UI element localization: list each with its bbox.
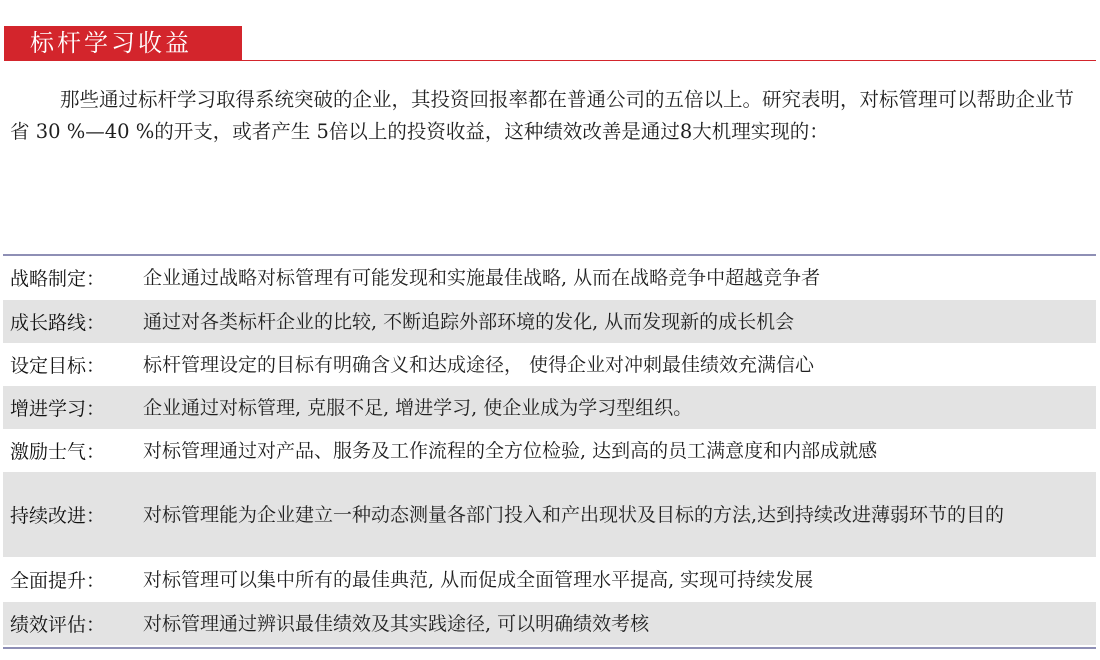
table-row: [3, 558, 1096, 602]
table-row: [3, 300, 1096, 344]
section-title-underline: [4, 60, 1096, 61]
row-description: 通过对各类标杆企业的比较, 不断追踪外部环境的发化, 从而发现新的成长机会: [143, 310, 795, 333]
row-term: 绩效评估：: [10, 614, 106, 636]
row-term: 成长路线：: [10, 312, 106, 334]
table-bottom-rule: [3, 647, 1096, 649]
row-description: 企业通过战略对标管理有可能发现和实施最佳战略, 从而在战略竞争中超越竞争者: [143, 266, 821, 289]
row-description: 对标管理可以集中所有的最佳典范, 从而促成全面管理水平提高, 实现可持续发展: [143, 568, 814, 591]
table-row: [3, 344, 1096, 386]
row-term: 全面提升：: [10, 570, 106, 592]
intro-paragraph: 那些通过标杆学习取得系统突破的企业，其投资回报率都在普通公司的五倍以上。研究表明，对标管理可以帮助企业节省 30 %—40 %的开支，或者产生 5倍以上的投资收益，这种绩效改善是通过8大机理实现的：: [10, 88, 1075, 143]
row-description: 对标管理能为企业建立一种动态测量各部门投入和产出现状及目标的方法,达到持续改进薄弱环节的目的: [143, 503, 1005, 526]
table-row: [3, 602, 1096, 646]
row-term: 持续改进：: [10, 505, 106, 527]
row-term: 战略制定：: [10, 268, 106, 290]
row-term: 激励士气：: [10, 441, 106, 463]
table-row: [3, 256, 1096, 300]
mechanisms-table: [3, 254, 1096, 646]
row-term: 设定目标：: [10, 355, 106, 377]
row-description: 对标管理通过对产品、服务及工作流程的全方位检验, 达到高的员工满意度和内部成就感: [143, 439, 878, 462]
row-description: 对标管理通过辨识最佳绩效及其实践途径, 可以明确绩效考核: [143, 612, 650, 635]
table-row: [3, 386, 1096, 430]
row-description: 标杆管理设定的目标有明确含义和达成途径， 使得企业对冲刺最佳绩效充满信心: [143, 353, 815, 376]
section-title: 标杆学习收益: [4, 26, 242, 60]
table-row: [3, 430, 1096, 472]
section-header: [4, 26, 1096, 62]
table-row: [3, 472, 1096, 558]
row-term: 增进学习：: [10, 398, 106, 420]
row-description: 企业通过对标管理, 克服不足, 增进学习, 使企业成为学习型组织。: [143, 396, 693, 419]
